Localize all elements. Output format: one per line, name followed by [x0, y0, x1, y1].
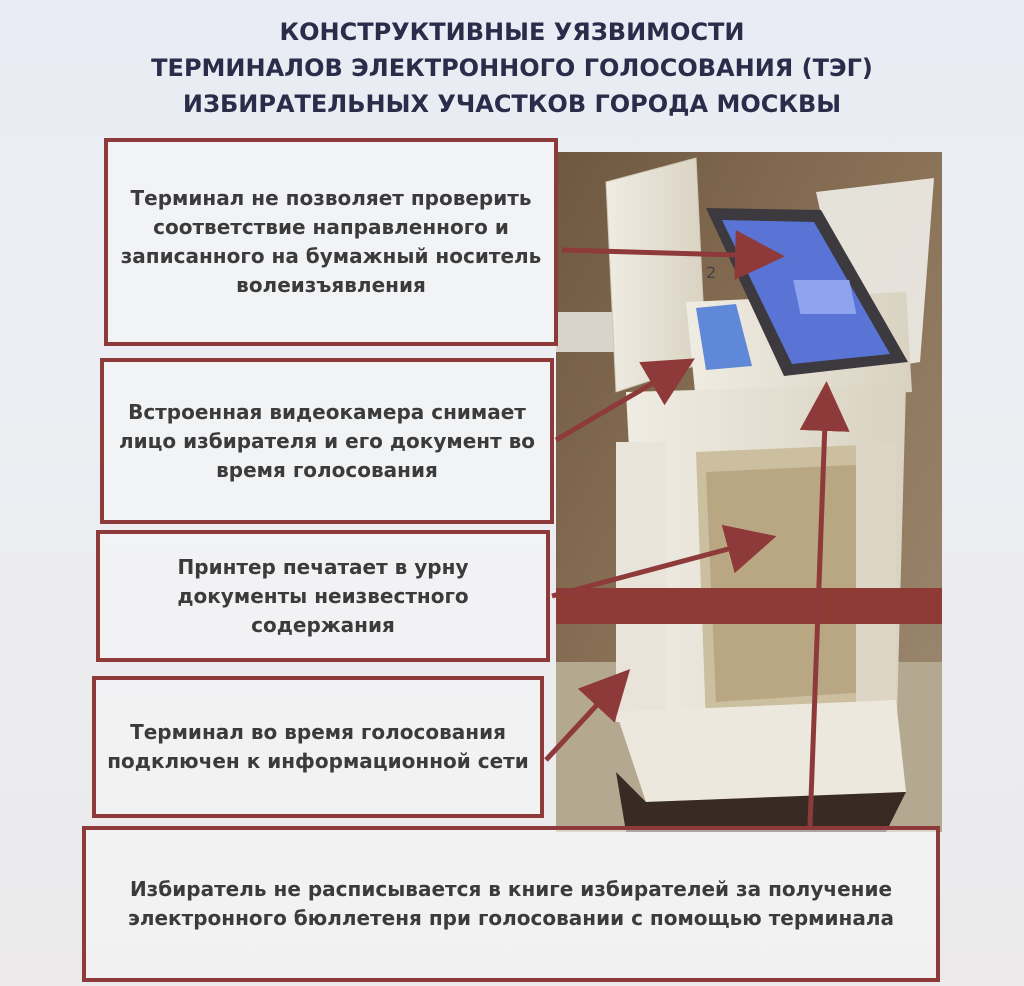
callout-text: Принтер печатает в урну документы неизвестного содержания	[177, 554, 469, 637]
arrow-to-printer	[552, 540, 762, 596]
arrow-to-screen	[562, 250, 770, 256]
arrow-to-network-cable	[546, 680, 620, 760]
callout-text: Избиратель не расписывается в книге избирателей за получение электронного бюллетеня при голосовании с помощью терминала	[127, 877, 895, 930]
arrow-to-camera	[556, 366, 682, 440]
arrow-to-signature	[810, 396, 826, 826]
callout-text: Терминал во время голосования подключен к информационной сети	[107, 720, 529, 773]
callout-text: Встроенная видеокамера снимает лицо избирателя и его документ во время голосования	[118, 399, 536, 482]
callout-text: Терминал не позволяет проверить соответствие направленного и записанного на бумажный носитель волеизъявления	[120, 186, 542, 297]
title-line-1: КОНСТРУКТИВНЫЕ УЯЗВИМОСТИ	[279, 18, 745, 46]
title-line-3: ИЗБИРАТЕЛЬНЫХ УЧАСТКОВ ГОРОДА МОСКВЫ	[182, 90, 842, 118]
title-line-2: ТЕРМИНАЛОВ ЭЛЕКТРОННОГО ГОЛОСОВАНИЯ (ТЭГ)	[151, 54, 873, 82]
screen-label: 2	[706, 263, 717, 282]
